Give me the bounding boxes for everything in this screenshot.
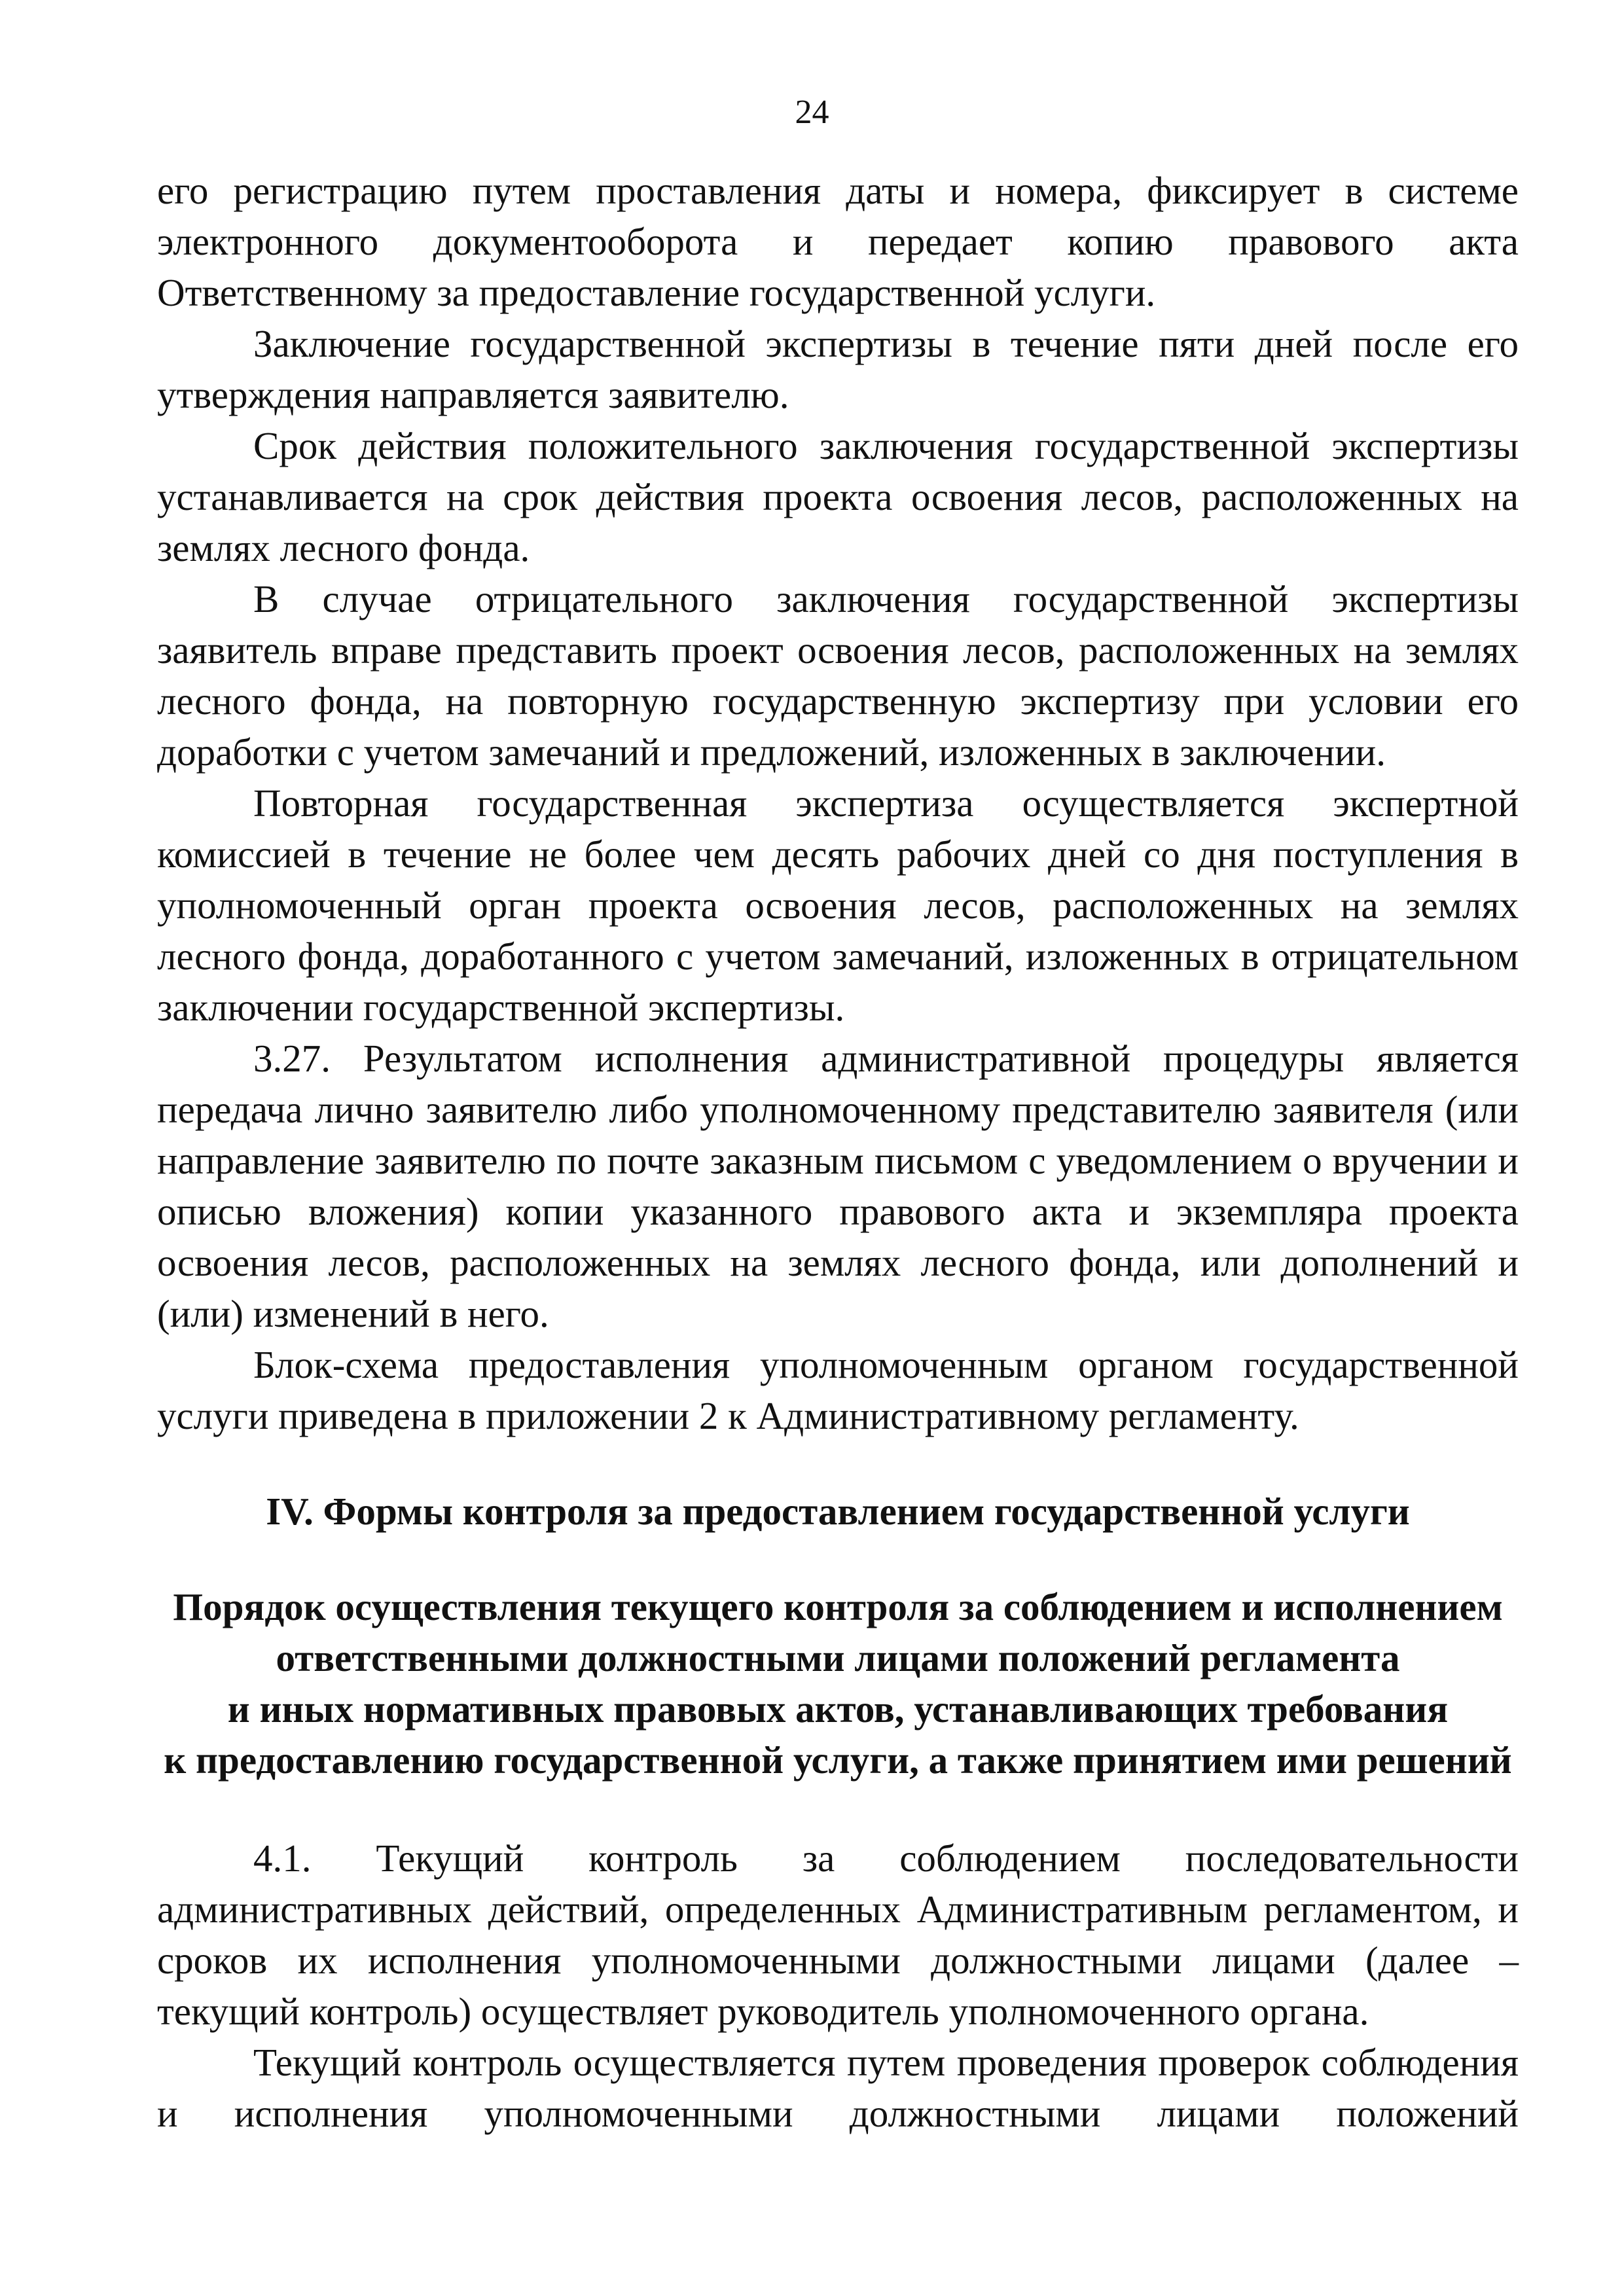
document-body [157, 165, 1519, 2139]
paragraph-conclusion-sent: Заключение государственной экспертизы в течение пяти дней после его утверждения направляется заявителю. [157, 322, 1519, 416]
subsection-heading-line: к предоставлению государственной услуги, а также принятием ими решений [164, 1738, 1512, 1782]
paragraph-block-scheme: Блок-схема предоставления уполномоченным органом государственной услуги приведена в приложении 2 к Административному регламенту. [157, 1343, 1519, 1437]
section-heading-iv: IV. Формы контроля за предоставлением государственной услуги [266, 1490, 1410, 1533]
subsection-heading-line: ответственными должностными лицами положений регламента [276, 1636, 1400, 1679]
page-number: 24 [795, 94, 829, 131]
paragraph-negative-conclusion: В случае отрицательного заключения государственной экспертизы заявитель вправе представить проект освоения лесов, расположенных на землях лесного фонда, на повторную государственную экспертизу при условии его доработки с учетом замечаний и предложений, изложенных в заключении. [157, 577, 1519, 774]
subsection-heading [157, 1581, 1519, 1785]
paragraph-4-1-current-control: 4.1. Текущий контроль за соблюдением последовательности административных действий, определенных Административным регламентом, и сроков их исполнения уполномоченными должностными лицами (далее – текущий контроль) осуществляет руководитель уполномоченного органа. [157, 1837, 1519, 2033]
subsection-heading-line: и иных нормативных правовых актов, устанавливающих требования [227, 1687, 1449, 1731]
paragraph-3-27-result: 3.27. Результатом исполнения административной процедуры является передача лично заявителю либо уполномоченному представителю заявителя (или направление заявителю по почте заказным письмом с уведомлением о вручении и описью вложения) копии указанного правового акта и экземпляра проекта освоения лесов, расположенных на землях лесного фонда, или дополнений и (или) изменений в него. [157, 1037, 1519, 1335]
paragraph-validity-period: Срок действия положительного заключения государственной экспертизы устанавливается на срок действия проекта освоения лесов, расположенных на землях лесного фонда. [157, 424, 1519, 569]
paragraph-current-control-checks: Текущий контроль осуществляется путем проведения проверок соблюдения и исполнения уполномоченными должностными лицами положений [157, 2041, 1519, 2135]
subsection-heading-line: Порядок осуществления текущего контроля за соблюдением и исполнением [173, 1585, 1503, 1628]
paragraph-repeat-expertise: Повторная государственная экспертиза осуществляется экспертной комиссией в течение не более чем десять рабочих дней со дня поступления в уполномоченный орган проекта освоения лесов, расположенных на землях лесного фонда, доработанного с учетом замечаний, изложенных в отрицательном заключении государственной экспертизы. [157, 781, 1519, 1029]
paragraph-registration: его регистрацию путем проставления даты и номера, фиксирует в системе электронного документооборота и передает копию правового акта Ответственному за предоставление государственной услуги. [157, 169, 1519, 314]
